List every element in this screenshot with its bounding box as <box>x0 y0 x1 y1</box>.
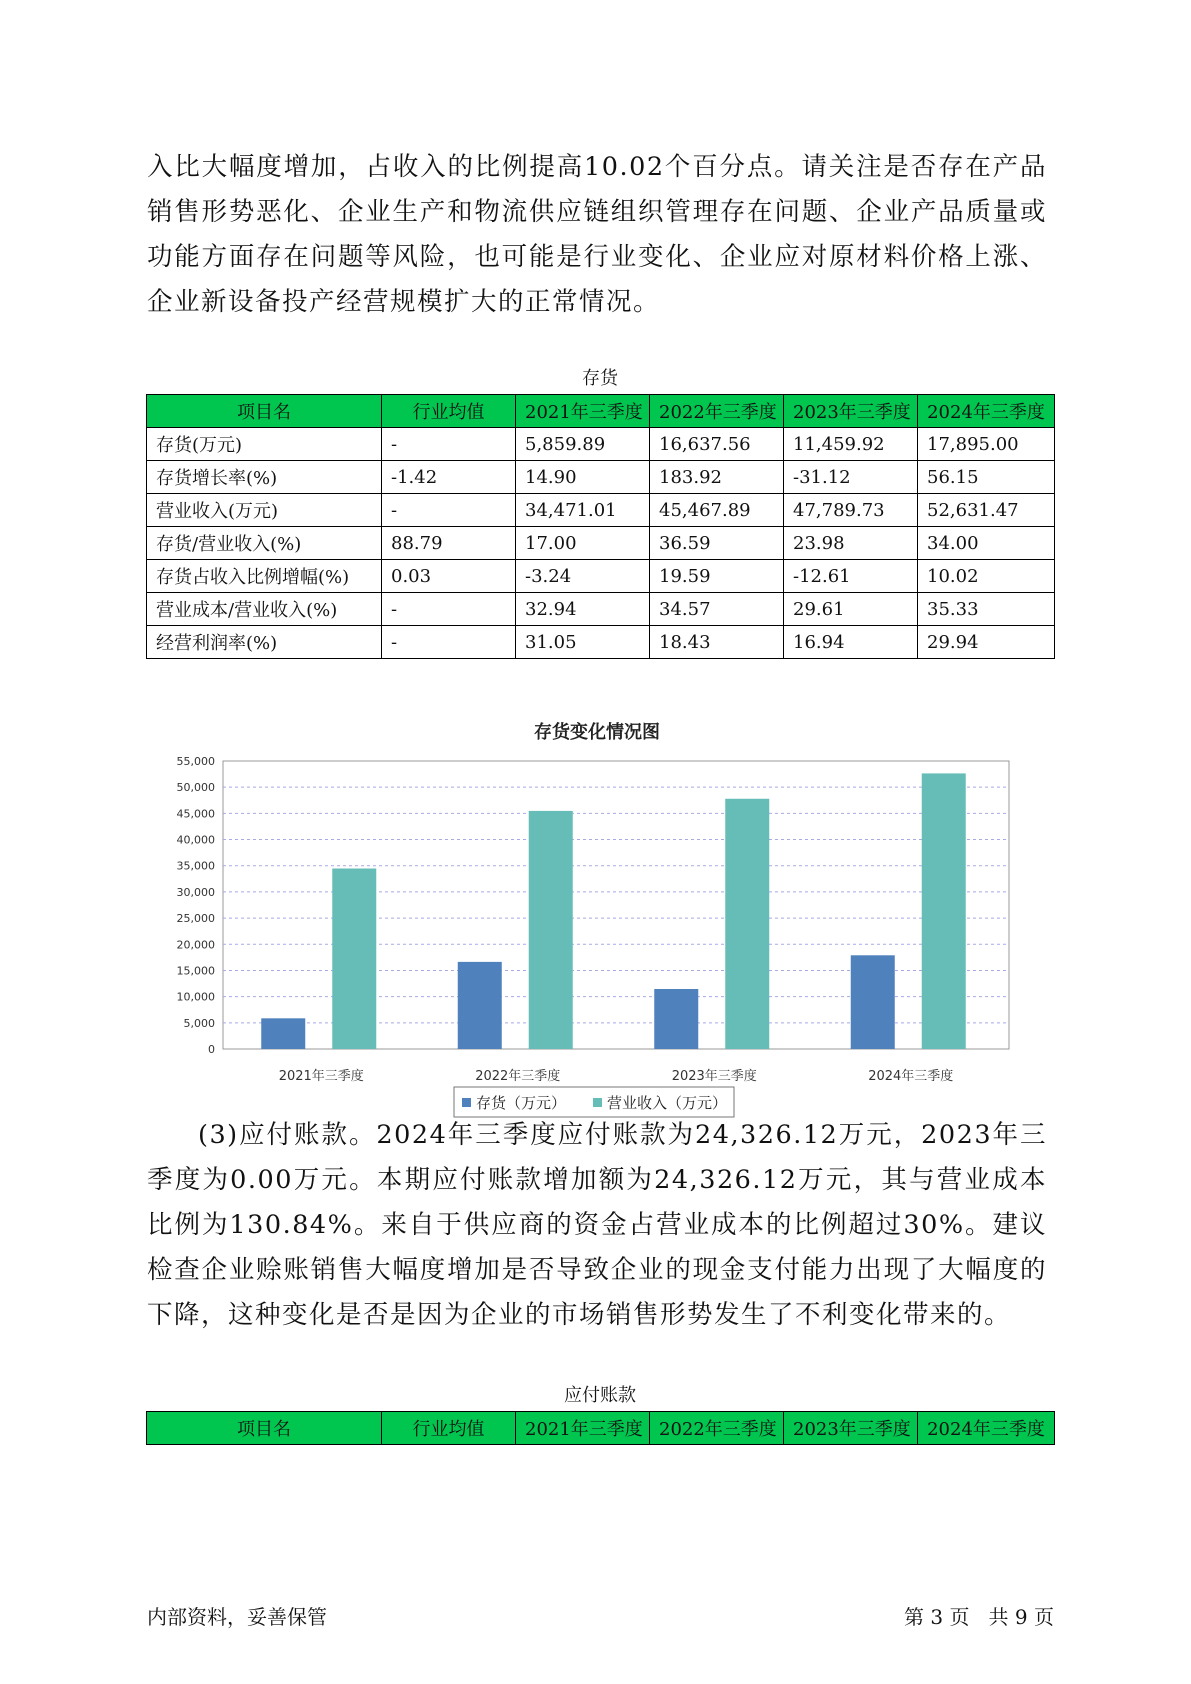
inventory-chart <box>147 705 1047 1165</box>
payable-paragraph: (3)应付账款。2024年三季度应付账款为24,326.12万元，2023年三季度为0.00万元。本期应付账款增加额为24,326.12万元，其与营业成本比例为130.84%。来自于供应商的资金占营业成本的比例超过30%。建议检查企业赊账销售大幅度增加是否导致企业的现金支付能力出现了大幅度的下降，这种变化是否是因为企业的市场销售形势发生了不利变化带来的。 <box>147 1120 1047 1330</box>
y-tick-label: 15,000 <box>176 964 215 978</box>
table-cell: 11,459.92 <box>784 428 918 461</box>
footer-page-number: 第 3 页 共 9 页 <box>904 1605 1054 1629</box>
y-tick-label: 50,000 <box>176 781 215 795</box>
header-cell: 2022年三季度 <box>650 395 784 428</box>
header-cell: 行业均值 <box>382 1412 516 1445</box>
table-row <box>147 428 1055 461</box>
intro-paragraph: 入比大幅度增加，占收入的比例提高10.02个百分点。请关注是否存在产品销售形势恶化、企业生产和物流供应链组织管理存在问题、企业产品质量或功能方面存在问题等风险，也可能是行业变化、企业应对原材料价格上涨、企业新设备投产经营规模扩大的正常情况。 <box>147 152 1047 317</box>
table-row <box>147 494 1055 527</box>
table-cell: 23.98 <box>784 527 918 560</box>
payable-table <box>146 1411 1055 1445</box>
y-tick-label: 25,000 <box>176 912 215 926</box>
table-cell: 36.59 <box>650 527 784 560</box>
table-cell: 35.33 <box>918 593 1055 626</box>
x-tick-label: 2024年三季度 <box>868 1069 954 1084</box>
table-cell: 52,631.47 <box>918 494 1055 527</box>
bar-revenue <box>529 811 573 1049</box>
table-cell: 16,637.56 <box>650 428 784 461</box>
table-cell: 营业收入(万元) <box>147 494 382 527</box>
x-tick-label: 2023年三季度 <box>671 1069 757 1084</box>
header-cell: 行业均值 <box>382 395 516 428</box>
header-cell: 2021年三季度 <box>516 1412 650 1445</box>
inventory-table-caption: 存货 <box>582 368 618 389</box>
table-cell: 0.03 <box>382 560 516 593</box>
y-tick-label: 35,000 <box>176 859 215 873</box>
header-cell: 2021年三季度 <box>516 395 650 428</box>
bar-inventory <box>654 989 698 1049</box>
table-cell: - <box>382 428 516 461</box>
header-cell: 2023年三季度 <box>784 1412 918 1445</box>
legend-swatch-revenue <box>593 1098 602 1107</box>
table-cell: 29.61 <box>784 593 918 626</box>
header-cell: 2023年三季度 <box>784 395 918 428</box>
payable-table-caption: 应付账款 <box>564 1385 636 1406</box>
table-cell: 34.00 <box>918 527 1055 560</box>
header-cell: 2022年三季度 <box>650 1412 784 1445</box>
footer-left: 内部资料，妥善保管 <box>147 1605 327 1629</box>
bar-revenue <box>725 799 769 1049</box>
table-cell: -1.42 <box>382 461 516 494</box>
legend-label-inventory: 存货（万元） <box>476 1094 567 1112</box>
table-cell: -12.61 <box>784 560 918 593</box>
x-axis-ticks <box>279 1068 954 1084</box>
table-cell: 17.00 <box>516 527 650 560</box>
table-cell: 31.05 <box>516 626 650 659</box>
bar-revenue <box>922 773 966 1049</box>
table-cell: 56.15 <box>918 461 1055 494</box>
bars <box>261 773 966 1049</box>
legend-swatch-inventory <box>462 1098 471 1107</box>
table-cell: 5,859.89 <box>516 428 650 461</box>
table-cell: 45,467.89 <box>650 494 784 527</box>
y-tick-label: 20,000 <box>176 938 215 952</box>
table-cell: 14.90 <box>516 461 650 494</box>
bar-inventory <box>851 955 895 1049</box>
table-cell: 营业成本/营业收入(%) <box>147 593 382 626</box>
y-tick-label: 10,000 <box>176 990 215 1004</box>
x-tick-label: 2022年三季度 <box>475 1069 561 1084</box>
table-cell: 29.94 <box>918 626 1055 659</box>
table-cell: 存货/营业收入(%) <box>147 527 382 560</box>
table-row <box>147 593 1055 626</box>
legend-label-revenue: 营业收入（万元） <box>607 1094 728 1112</box>
chart-title: 存货变化情况图 <box>534 722 660 743</box>
table-row <box>147 527 1055 560</box>
table-cell: 34.57 <box>650 593 784 626</box>
table-row <box>147 626 1055 659</box>
table-header-row <box>147 395 1055 428</box>
bar-inventory <box>458 962 502 1049</box>
y-tick-label: 30,000 <box>176 885 215 899</box>
y-tick-label: 45,000 <box>176 807 215 821</box>
y-tick-label: 5,000 <box>183 1016 215 1030</box>
table-row <box>147 560 1055 593</box>
table-cell: 存货占收入比例增幅(%) <box>147 560 382 593</box>
inventory-table <box>146 394 1055 659</box>
table-cell: 17,895.00 <box>918 428 1055 461</box>
header-cell: 项目名 <box>147 395 382 428</box>
table-cell: - <box>382 593 516 626</box>
bar-revenue <box>332 868 376 1049</box>
table-cell: 34,471.01 <box>516 494 650 527</box>
table-cell: 32.94 <box>516 593 650 626</box>
table-cell: 18.43 <box>650 626 784 659</box>
y-tick-label: 0 <box>208 1043 215 1056</box>
table-cell: 16.94 <box>784 626 918 659</box>
table-cell: 存货增长率(%) <box>147 461 382 494</box>
table-cell: 存货(万元) <box>147 428 382 461</box>
table-row <box>147 461 1055 494</box>
x-tick-label: 2021年三季度 <box>278 1069 364 1084</box>
table-cell: - <box>382 494 516 527</box>
table-cell: 经营利润率(%) <box>147 626 382 659</box>
table-cell: - <box>382 626 516 659</box>
table-cell: 19.59 <box>650 560 784 593</box>
table-cell: 47,789.73 <box>784 494 918 527</box>
header-cell: 2024年三季度 <box>918 395 1055 428</box>
table-cell: 88.79 <box>382 527 516 560</box>
y-tick-label: 40,000 <box>176 833 215 847</box>
header-cell: 项目名 <box>147 1412 382 1445</box>
header-cell: 2024年三季度 <box>918 1412 1055 1445</box>
y-axis-ticks <box>177 755 216 1056</box>
y-tick-label: 55,000 <box>176 755 215 768</box>
table-cell: 10.02 <box>918 560 1055 593</box>
table-header-row <box>147 1412 1055 1445</box>
table-cell: -3.24 <box>516 560 650 593</box>
table-cell: -31.12 <box>784 461 918 494</box>
table-cell: 183.92 <box>650 461 784 494</box>
bar-inventory <box>261 1018 305 1049</box>
